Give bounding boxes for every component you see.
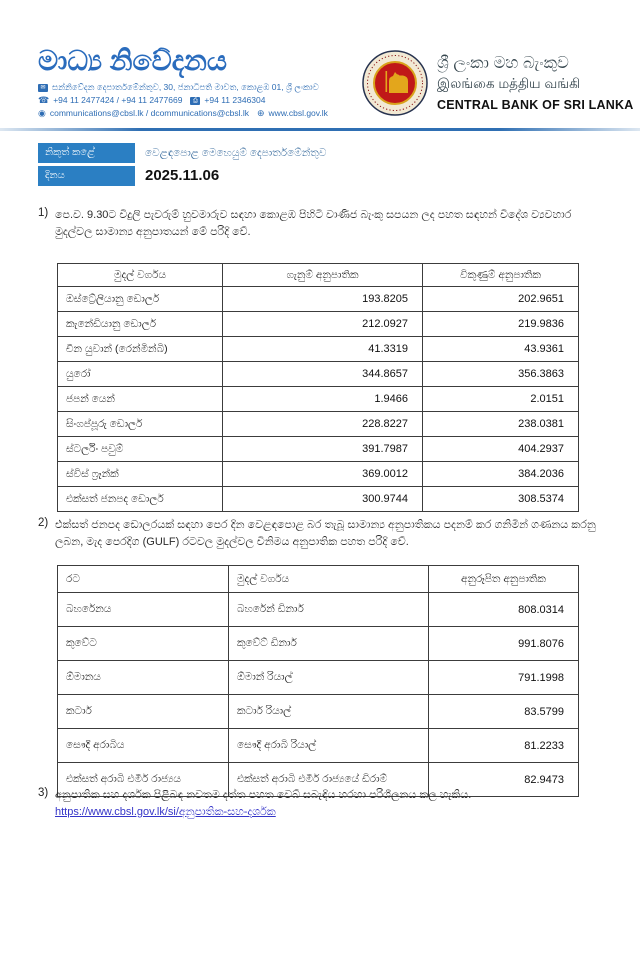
buying-rate: 391.7987 <box>223 437 423 462</box>
contact-fax: +94 11 2346304 <box>204 95 266 105</box>
paragraph-1 <box>38 207 604 241</box>
table-row <box>58 387 579 412</box>
rates-indicators-link[interactable]: https://www.cbsl.gov.lk/si/අනුපාතික-සහ-දර්ශක <box>55 806 276 818</box>
column-header-selling: විකුණුම් අනුපාතික <box>423 264 579 287</box>
table-header-row <box>58 566 579 593</box>
contact-address-line <box>38 81 328 94</box>
table-row <box>58 412 579 437</box>
currency-name: ඕමාන් රියාල් <box>229 661 429 695</box>
currency-name: සිංගප්පූරු ඩොලර් <box>58 412 223 437</box>
buying-rate: 193.8205 <box>223 287 423 312</box>
table-row <box>58 695 579 729</box>
currency-name: සෞදි අරාබි රියාල් <box>229 729 429 763</box>
currency-name: ස්විස් ෆ්‍රෑන්ක් <box>58 462 223 487</box>
country-name: එක්සත් අරාබි එමීර් රාජ්‍යය <box>58 763 229 797</box>
currency-name: බහරේන් ඩිනාර් <box>229 593 429 627</box>
contact-website: www.cbsl.gov.lk <box>268 108 328 118</box>
indicative-rate: 791.1998 <box>429 661 579 695</box>
table-row <box>58 462 579 487</box>
page-title: මාධ්‍ය නිවේදනය <box>38 45 228 76</box>
bank-name-english: CENTRAL BANK OF SRI LANKA <box>437 98 634 112</box>
paragraph-3 <box>38 787 604 804</box>
country-name: කුවේට <box>58 627 229 661</box>
table-header-row <box>58 264 579 287</box>
header-separator <box>0 128 640 131</box>
exchange-rates-table <box>57 263 579 512</box>
selling-rate: 384.2036 <box>423 462 579 487</box>
bank-names <box>437 53 633 113</box>
phone-icon: ☎ <box>38 95 50 105</box>
buying-rate: 300.9744 <box>223 487 423 512</box>
currency-name: ඔස්ට්‍රේලියානු ඩොලර් <box>58 287 223 312</box>
table-row <box>58 729 579 763</box>
indicative-rate: 808.0314 <box>429 593 579 627</box>
header-left <box>38 46 328 120</box>
currency-name: කැනේඩියානු ඩොලර් <box>58 312 223 337</box>
currency-name: එක්සත් අරාබි එමීර් රාජ්‍යයේ ඩිරාම් <box>229 763 429 797</box>
currency-name: කටාර් රියාල් <box>229 695 429 729</box>
meta-block <box>38 143 326 189</box>
country-name: ඕමානය <box>58 661 229 695</box>
paragraph-1-number: 1) <box>38 207 49 219</box>
country-name: බහරේනය <box>58 593 229 627</box>
issued-by-label: නිකුත් කළේ <box>38 143 135 163</box>
selling-rate: 2.0151 <box>423 387 579 412</box>
currency-name: චීන යුවාන් (රෙන්මින්බි) <box>58 337 223 362</box>
contact-web-line <box>38 107 328 120</box>
buying-rate: 41.3319 <box>223 337 423 362</box>
table-row <box>58 437 579 462</box>
selling-rate: 404.2937 <box>423 437 579 462</box>
table-row <box>58 487 579 512</box>
selling-rate: 219.9836 <box>423 312 579 337</box>
date-value: 2025.11.06 <box>145 167 220 184</box>
cbsl-seal-logo <box>362 50 428 116</box>
currency-name: ස්ටර්ලිං පවුම් <box>58 437 223 462</box>
column-header-currency: මුදල් වර්ගය <box>229 566 429 593</box>
paragraph-3-number: 3) <box>38 787 49 799</box>
buying-rate: 212.0927 <box>223 312 423 337</box>
bank-name-sinhala: ශ්‍රී ලංකා මහ බැංකුව <box>437 54 569 72</box>
selling-rate: 202.9651 <box>423 287 579 312</box>
fax-icon: ⎙ <box>190 97 200 105</box>
contact-phones: +94 11 2477424 / +94 11 2477669 <box>53 95 183 105</box>
currency-name: එක්සත් ජනපද ඩොලර් <box>58 487 223 512</box>
selling-rate: 308.5374 <box>423 487 579 512</box>
paragraph-3-text: අනුපාතික සහ දර්ශක පිළිබඳ නවතම දත්ත පහත වෙබ් සබැඳිය හරහා පරිශීලනය කල හැකිය. <box>55 789 472 801</box>
contact-address: සන්නිවේදන දෙපාර්තමේන්තුව, 30, ජනාධිපති මාවත, කොළඹ 01, ශ්‍රී ලංකාව <box>52 82 319 92</box>
paragraph-2-number: 2) <box>38 517 49 529</box>
date-label: දිනය <box>38 166 135 186</box>
currency-name: ජපන් යෙන් <box>58 387 223 412</box>
gulf-rates-table <box>57 565 579 797</box>
table-row <box>58 593 579 627</box>
currency-name: යුරෝ <box>58 362 223 387</box>
table-row <box>58 312 579 337</box>
selling-rate: 356.3863 <box>423 362 579 387</box>
table-row <box>58 362 579 387</box>
issued-by-row <box>38 143 326 163</box>
paragraph-2-text: එක්සත් ජනපද ඩොලරයක් සඳහා පෙර දින වෙළඳපොළ බර තැබූ සාමාන්‍ය අනුපාතිකය පදනම් කර ගනිමින් ගණනය කරනු ලබන, මැද පෙරදිග (GULF) රටවල මුදල්වල විනිමය අනුපාතික පහත පරිදි වේ. <box>55 519 596 548</box>
table-row <box>58 337 579 362</box>
paragraph-1-text: පෙ.ව. 9.30ට විදුලි පැවරුම් හුවමාරුව සඳහා කොළඹ පිහිටි වාණිජ බැංකු සපයන ලද පහත සඳහන් විදේශ ව්‍යවහාර මුදල්වල සාමාන්‍ය අනුපාතයන් මේ පරිදි වේ. <box>55 209 572 238</box>
indicative-rate: 83.5799 <box>429 695 579 729</box>
selling-rate: 43.9361 <box>423 337 579 362</box>
buying-rate: 1.9466 <box>223 387 423 412</box>
envelope-icon: ✉ <box>38 84 48 92</box>
country-name: කටාර් <box>58 695 229 729</box>
column-header-country: රට <box>58 566 229 593</box>
selling-rate: 238.0381 <box>423 412 579 437</box>
buying-rate: 344.8657 <box>223 362 423 387</box>
indicative-rate: 991.8076 <box>429 627 579 661</box>
table-row <box>58 287 579 312</box>
buying-rate: 228.8227 <box>223 412 423 437</box>
paragraph-2 <box>38 517 604 551</box>
country-name: සෞදි අරාබිය <box>58 729 229 763</box>
column-header-currency: මුදල් වර්ගය <box>58 264 223 287</box>
bank-name-tamil: இலங்கை மத்திய வங்கி <box>437 76 581 91</box>
date-row <box>38 166 326 186</box>
table-row <box>58 661 579 695</box>
column-header-rate: අනුරූපිත අනුපාතික <box>429 566 579 593</box>
table-row <box>58 627 579 661</box>
contact-block <box>38 81 328 120</box>
column-header-buying: ගැනුම් අනුපාතික <box>223 264 423 287</box>
currency-name: කුවේට් ඩිනාර් <box>229 627 429 661</box>
indicative-rate: 81.2233 <box>429 729 579 763</box>
contact-emails: communications@cbsl.lk / dcommunications@cbsl.lk <box>49 108 249 118</box>
indicative-rate: 82.9473 <box>429 763 579 797</box>
buying-rate: 369.0012 <box>223 462 423 487</box>
issued-by-value: වෙළඳපොළ මෙහෙයුම් දෙපාර්තමේන්තුව <box>145 147 327 159</box>
email-icon: ◉ <box>38 108 46 118</box>
website-icon: ⊕ <box>257 108 265 118</box>
contact-phone-line <box>38 94 328 107</box>
header-right <box>362 50 633 116</box>
